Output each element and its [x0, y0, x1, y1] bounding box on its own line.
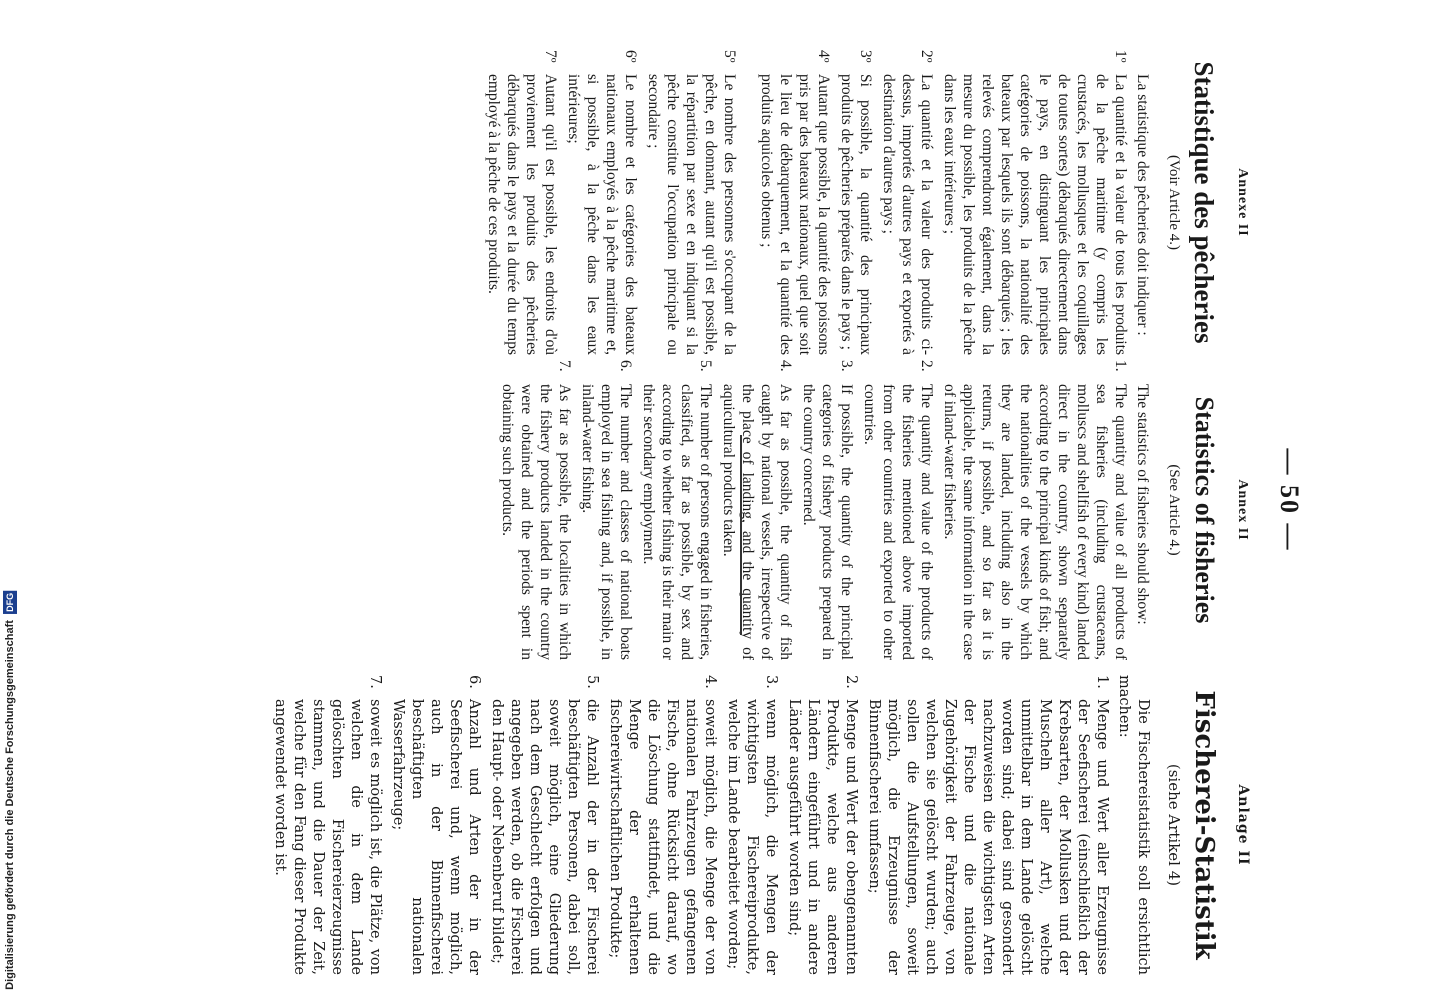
english-item-1 — [940, 360, 1130, 660]
item-number: 5. — [584, 675, 600, 689]
german-intro: Die Fischereistatistik soll ersichtlich machen: — [1116, 675, 1151, 975]
item-number: 1º — [1112, 50, 1129, 63]
french-item-5 — [644, 50, 739, 355]
item-number: 1. — [1094, 675, 1110, 689]
item-text: Menge und Wert der obengenannten Produkte, welche aus anderen Ländern eingeführt und in andere Länder ausgeführt worden sind; — [786, 699, 859, 975]
item-number: 3. — [838, 360, 855, 372]
german-item-6 — [388, 675, 483, 975]
item-text: If possible, the quantity of the principal categories of fishery products prepared in the country concerned. — [800, 384, 855, 660]
item-number: 6º — [622, 50, 639, 63]
item-text: Menge und Wert aller Erzeugnisse der Seefischerei (einschließlich der Krebsarten, der Mollusken und der Muscheln aller Art), welche unmittelbar in dem Lande gelöscht worden sind; dabei sind gesondert nachzuweisen die wichtigsten Arten der Fische und die nationale Zugehörigkeit der Fahrzeuge, von welchen sie gelöscht wurden; auch sollen die Aufstellungen, soweit möglich, die Erzeugnisse der Binnenfischerei umfassen; — [866, 699, 1110, 975]
item-number: 1. — [1112, 360, 1129, 372]
english-item-5 — [639, 360, 715, 660]
item-number: 2. — [843, 675, 859, 689]
page-number: — 50 — — [1275, 448, 1304, 552]
item-number: 7º — [542, 50, 559, 63]
item-number: 7. — [367, 675, 383, 689]
side-strip — [0, 0, 22, 1000]
item-text: soweit es möglich ist, die Plätze, von welchen die in dem Lande gelöschten Fischereierzeugnisse stammen, und die Dauer der Zeit, welche für den Fang dieser Produkte angewendet worden ist. — [272, 699, 383, 975]
english-item-6 — [578, 360, 635, 660]
item-text: Le nombre et les catégories des bateaux nationaux employés à la pêche maritime et, si possible, à la pêche dans les eaux intérieures; — [565, 74, 639, 355]
document-page — [72, 10, 1362, 990]
french-item-4 — [757, 50, 833, 355]
item-text: As far as possible, the localities in which the fishery products landed in the country were obtained and the periods spent in obtaining such products. — [499, 384, 573, 660]
item-number: 3º — [857, 50, 874, 63]
digitization-note — [3, 591, 17, 990]
digitization-note-text: Digitalisierung gefördert durch die Deutsche Forschungsgemeinschaft — [4, 620, 16, 990]
french-item-3 — [837, 50, 875, 355]
german-item-3 — [723, 675, 780, 975]
german-title: Fischerei-Statistik — [1189, 690, 1219, 960]
german-item-1 — [864, 675, 1111, 975]
item-text: The number of persons engaged in fisheries, classified, as far as possible, by sex and according to whether fishing is their main or their secondary employment. — [640, 384, 714, 660]
french-annex-label: Annexe II — [1235, 168, 1250, 237]
english-column — [494, 360, 1252, 660]
item-number: 2º — [918, 50, 935, 63]
item-text: Autant que possible, la quantité des poissons pris par des bateaux nationaux, quel que soit le lieu de débarquement, et la quantité des produits aquicoles obtenus ; — [758, 74, 832, 355]
german-item-2 — [784, 675, 860, 975]
english-annex-label: Annex II — [1235, 479, 1250, 541]
item-text: The quantity and value of the products of the fisheries mentioned above imported from other countries and exported to other countries. — [861, 384, 935, 660]
french-item-2 — [879, 50, 936, 355]
german-item-7 — [270, 675, 384, 975]
item-text: soweit möglich, die Menge der von nationalen Fahrzeugen gefangenen Fische, ohne Rücksicht darauf, wo die Löschung stattfindet, und die Menge der erhaltenen fischereiwirtschaftlichen Produkte; — [607, 699, 718, 975]
item-number: 6. — [617, 360, 634, 372]
german-item-4 — [605, 675, 719, 975]
german-subtitle: (siehe Artikel 4) — [1165, 763, 1183, 887]
item-text: La quantité et la valeur de tous les produits de la pêche maritime (y compris les crustacés, les mollusques et les coquillages de toutes sortes) débarqués directement dans le pays, en distinguant les principales catégories de poissons, la nationalité des bateaux par lesquels ils sont débarqués ; les relevés comprendront également, dans la mesure du possible, les produits de la pêche dans les eaux intérieures ; — [941, 74, 1129, 355]
item-number: 5º — [721, 50, 738, 63]
item-number: 3. — [763, 675, 779, 689]
item-text: Autant qu'il est possible, les endroits d'où proviennent les produits des pêcheries débarqués dans le pays et la durée du temps employé à la pêche de ces produits. — [485, 74, 559, 355]
item-text: La quantité et la valeur des produits ci-dessus, importés d'autres pays et exportés à destination d'autres pays ; — [880, 74, 935, 355]
german-annex-label: Anlage II — [1235, 784, 1251, 866]
item-text: As far as possible, the quantity of fish caught by national vessels, irrespective of the place of landing, and the quantity of aquicultural products taken. — [720, 384, 794, 660]
french-subtitle: (Voir Article 4.) — [1166, 154, 1182, 251]
item-number: 7. — [556, 360, 573, 372]
english-item-7 — [498, 360, 574, 660]
french-item-6 — [564, 50, 640, 355]
german-item-5 — [487, 675, 601, 975]
item-text: Le nombre des personnes s'occupant de la pêche, en donnant, autant qu'il est possible, la répartition par sexe et en indiquant si la pêche constitue l'occupation principale ou secondaire ; — [645, 74, 738, 355]
item-number: 4º — [815, 50, 832, 63]
english-item-3 — [799, 360, 856, 660]
german-column — [266, 675, 1252, 975]
item-text: Anzahl und Arten der in der Seefischerei und, wenn möglich, auch in der Binnenfischerei beschäftigten nationalen Wasserfahrzeuge; — [390, 699, 482, 975]
item-text: Si possible, la quantité des principaux produits de pêcheries préparés dans le pays ; — [838, 74, 874, 355]
english-title: Statistics of fisheries — [1190, 396, 1219, 624]
item-number: 2. — [918, 360, 935, 372]
english-intro: The statistics of fisheries should show: — [1134, 384, 1151, 625]
item-text: die Anzahl der in der Fischerei beschäftigten Personen, dabei soll, soweit möglich, eine Gliederung nach dem Geschlecht erfolgen und angegeben werden, ob die Fischerei den Haupt- oder Nebenberuf bildet; — [489, 699, 600, 975]
english-subtitle: (See Article 4.) — [1166, 464, 1182, 556]
dfg-logo: DFG — [5, 593, 15, 613]
french-column — [480, 50, 1252, 355]
french-item-7 — [484, 50, 560, 355]
section-divider — [740, 435, 742, 635]
english-item-2 — [860, 360, 936, 660]
item-text: The number and classes of national boats employed in sea fishing and, if possible, in inland-water fishing. — [579, 384, 634, 660]
item-number: 6. — [466, 675, 482, 689]
item-text: wenn möglich, die Mengen der wichtigsten Fischereiprodukte, welche im Lande bearbeitet worden; — [725, 699, 779, 975]
item-number: 4. — [777, 360, 794, 372]
item-number: 4. — [702, 675, 718, 689]
french-intro: La statistique des pêcheries doit indiquer : — [1134, 74, 1151, 336]
french-item-1 — [940, 50, 1130, 355]
french-title: Statistique des pêcheries — [1189, 61, 1219, 344]
item-number: 5. — [697, 360, 714, 372]
english-item-4 — [719, 360, 795, 660]
item-text: The quantity and value of all products of sea fisheries (including crustaceans, molluscs and shellfish of every kind) landed direct in the country, shown separately according to the principal kinds of fish; and the nationalities of the vessels by which they are landed, including also in the returns, if possible, and so far as it is applicable, the same information in the case of inland-water fisheries. — [941, 384, 1129, 660]
